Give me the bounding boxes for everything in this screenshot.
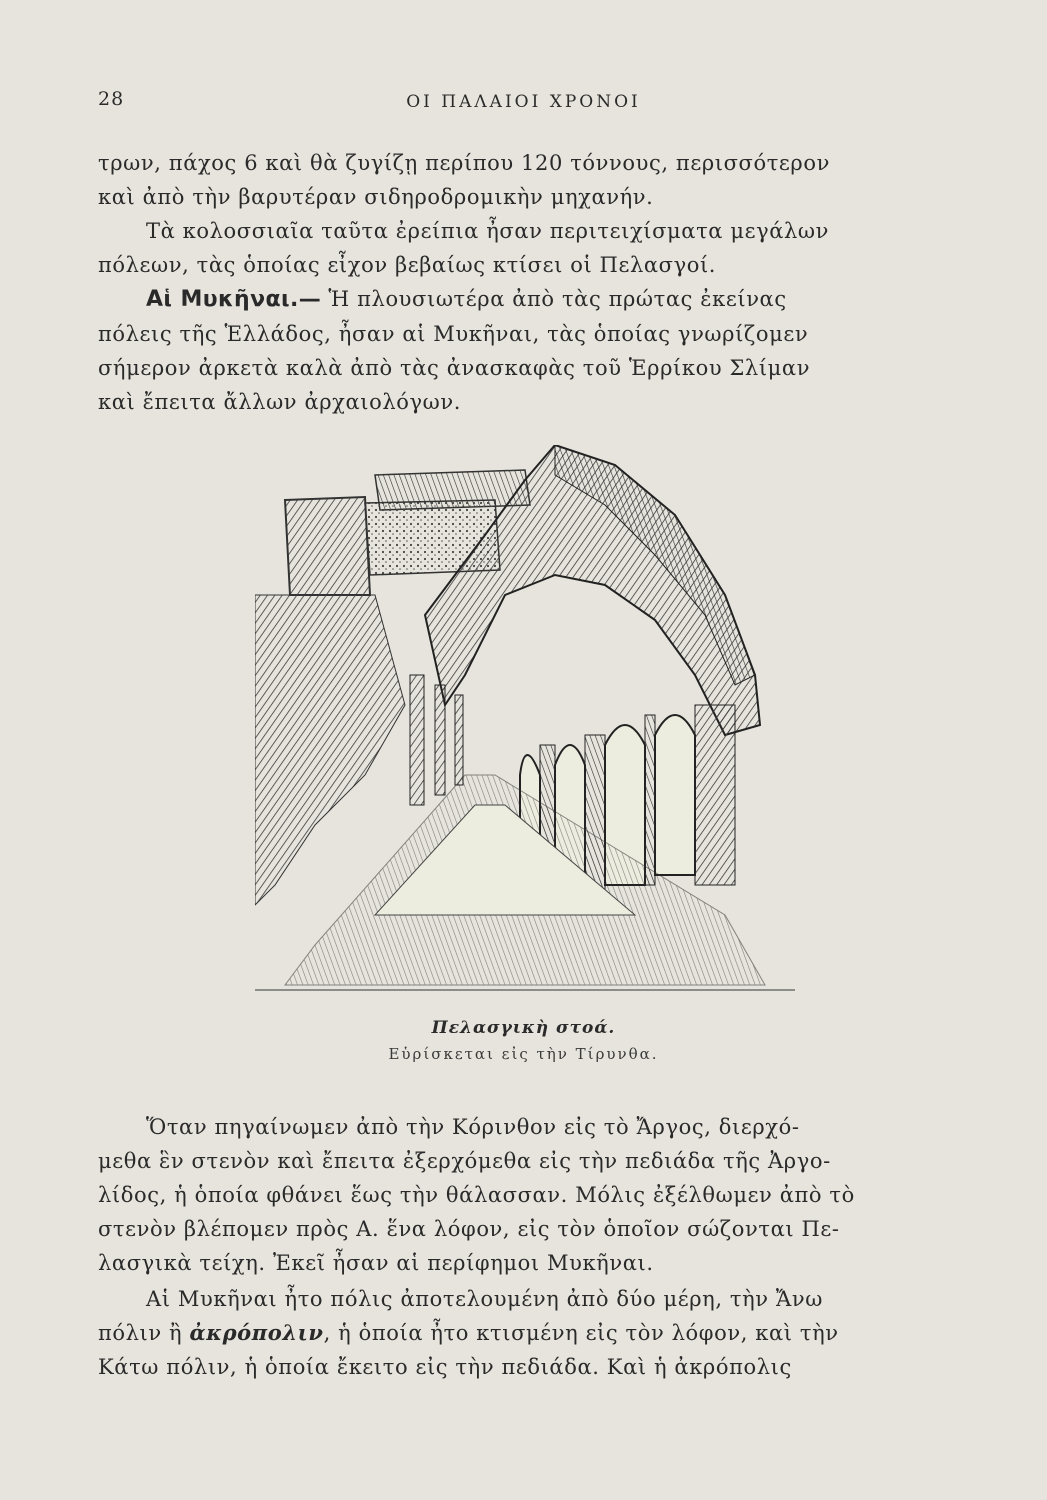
text-fragment: , ἡ ὁποία ἦτο κτισμένη εἰς τὸν λόφον, καὶ τὴν xyxy=(323,1321,839,1345)
text-line: σήμερον ἀρκετὰ καλὰ ἀπὸ τὰς ἀνασκαφὰς τοῦ Ἑρρίκου Σλίμαν xyxy=(98,356,811,380)
text-fragment: Ἡ πλουσιωτέρα ἀπὸ τὰς πρώτας ἐκείνας xyxy=(328,287,787,311)
final-paragraph xyxy=(98,1282,960,1384)
text-line: τρων, πάχος 6 καὶ θὰ ζυγίζῃ περίπου 120 τόννους, περισσότερον xyxy=(98,151,830,175)
figure-caption-title: Πελασγικὴ στοά. xyxy=(431,1018,616,1038)
text-line xyxy=(98,282,960,317)
mycenae-section xyxy=(98,282,960,419)
second-paragraph xyxy=(98,214,960,282)
stone-block xyxy=(285,497,370,595)
archway xyxy=(655,715,695,875)
text-line: μεθα ἓν στενὸν καὶ ἔπειτα ἐξερχόμεθα εἰς τὴν πεδιάδα τῆς Ἀργο- xyxy=(98,1149,831,1173)
text-fragment: πόλιν ἢ xyxy=(98,1321,190,1345)
text-line: λίδος, ἡ ὁποία φθάνει ἕως τὴν θάλασσαν. Μόλις ἐξέλθωμεν ἀπὸ τὸ xyxy=(98,1183,855,1207)
running-title: ΟΙ ΠΑΛΑΙΟΙ ΧΡΟΝΟΙ xyxy=(406,92,641,112)
text-line: πόλεις τῆς Ἑλλάδος, ἦσαν αἱ Μυκῆναι, τὰς ὁποίας γνωρίζομεν xyxy=(98,322,809,346)
text-line: καὶ ἀπὸ τὴν βαρυτέραν σιδηροδρομικὴν μηχανήν. xyxy=(98,185,654,209)
figure-caption-subtitle: Εὑρίσκεται εἰς τὴν Τίρυνθα. xyxy=(388,1045,659,1063)
text-line: Αἱ Μυκῆναι ἦτο πόλις ἀποτελουμένη ἀπὸ δύο μέρη, τὴν Ἄνω xyxy=(146,1287,824,1311)
text-line: καὶ ἔπειτα ἄλλων ἀρχαιολόγων. xyxy=(98,390,462,414)
text-line: Τὰ κολοσσιαῖα ταῦτα ἐρείπια ἦσαν περιτειχίσματα μεγάλων xyxy=(146,219,830,243)
gallery-engraving xyxy=(255,445,795,1005)
text-line xyxy=(98,1316,960,1350)
bold-term: ἀκρόπολιν xyxy=(189,1320,324,1345)
engraving-illustration xyxy=(255,445,795,1005)
text-line: Ὅταν πηγαίνωμεν ἀπὸ τὴν Κόρινθον εἰς τὸ Ἄργος, διερχό- xyxy=(146,1115,800,1139)
text-line: λασγικὰ τείχη. Ἐκεῖ ἦσαν αἱ περίφημοι Μυκῆναι. xyxy=(98,1251,654,1275)
top-paragraph xyxy=(98,146,960,214)
page-number: 28 xyxy=(98,88,125,110)
section-heading: Αἱ Μυκῆναι.— xyxy=(146,287,322,312)
text-line: Κάτω πόλιν, ἡ ὁποία ἔκειτο εἰς τὴν πεδιάδα. Καὶ ἡ ἀκρόπολις xyxy=(98,1355,792,1379)
text-line: πόλεων, τὰς ὁποίας εἶχον βεβαίως κτίσει οἱ Πελασγοί. xyxy=(98,253,717,277)
text-line: στενὸν βλέπομεν πρὸς Α. ἕνα λόφον, εἰς τὸν ὁποῖον σώζονται Πε- xyxy=(98,1217,840,1241)
argos-paragraph xyxy=(98,1110,960,1280)
